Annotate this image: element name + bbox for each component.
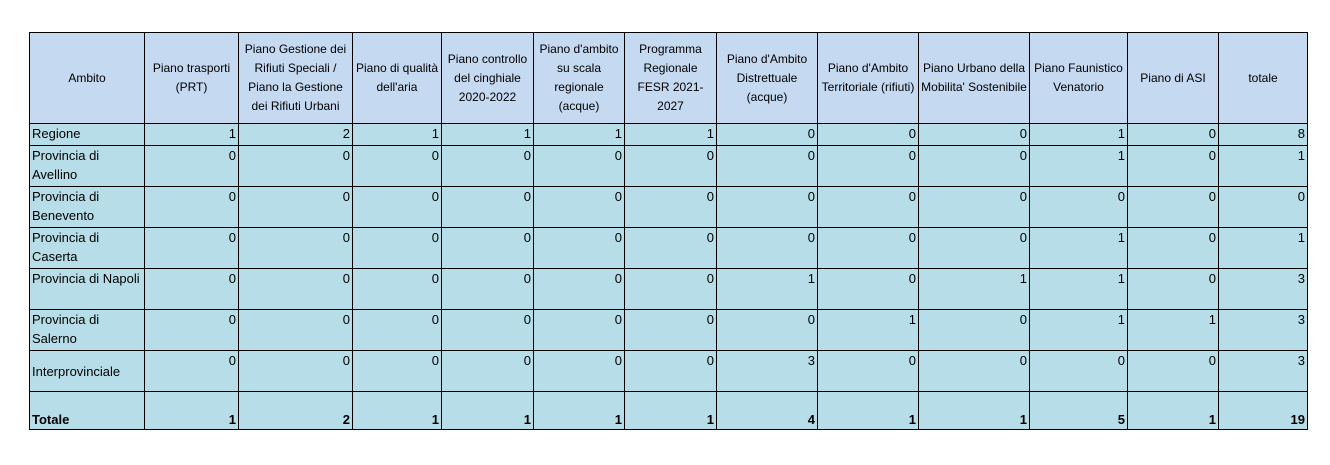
cell: 0 [919, 310, 1030, 351]
row-label: Provincia di Avellino [30, 146, 145, 187]
table-row [30, 269, 1308, 310]
cell: 1 [353, 124, 442, 146]
cell: 1 [717, 269, 818, 310]
cell-total: 0 [1219, 187, 1308, 228]
cell: 0 [145, 351, 239, 392]
row-label: Provincia di Benevento [30, 187, 145, 228]
header-asi: Piano di ASI [1128, 33, 1219, 124]
cell: 0 [717, 228, 818, 269]
cell: 0 [717, 124, 818, 146]
cell: 0 [353, 351, 442, 392]
cell: 0 [353, 228, 442, 269]
header-cinghiale: Piano controllo del cinghiale 2020-2022 [442, 33, 534, 124]
cell: 0 [1128, 269, 1219, 310]
cell: 0 [534, 310, 625, 351]
header-fesr: Programma Regionale FESR 2021-2027 [625, 33, 717, 124]
cell-total: 3 [1219, 351, 1308, 392]
header-row [30, 33, 1308, 124]
cell: 0 [534, 269, 625, 310]
cell: 0 [534, 228, 625, 269]
grand-total-cell: 19 [1219, 392, 1308, 430]
cell: 0 [145, 228, 239, 269]
header-ambito-regionale: Piano d'ambito su scala regionale (acque) [534, 33, 625, 124]
cell: 0 [625, 228, 717, 269]
cell: 0 [818, 269, 919, 310]
cell: 0 [353, 310, 442, 351]
cell: 0 [353, 146, 442, 187]
cell-total: 1 [1219, 228, 1308, 269]
cell: 0 [919, 187, 1030, 228]
table-row [30, 124, 1308, 146]
cell: 0 [442, 351, 534, 392]
cell: 0 [145, 187, 239, 228]
cell: 0 [239, 310, 353, 351]
row-label: Interprovinciale [30, 351, 145, 392]
cell: 1 [818, 310, 919, 351]
cell: 0 [818, 124, 919, 146]
cell-total: 3 [1219, 269, 1308, 310]
cell: 0 [1030, 351, 1128, 392]
total-cell: 1 [353, 392, 442, 430]
header-totale: totale [1219, 33, 1308, 124]
cell: 0 [1128, 187, 1219, 228]
cell: 0 [534, 187, 625, 228]
total-cell: 1 [145, 392, 239, 430]
total-cell: 1 [1128, 392, 1219, 430]
header-prt: Piano trasporti (PRT) [145, 33, 239, 124]
cell: 0 [1030, 187, 1128, 228]
cell: 0 [818, 187, 919, 228]
cell: 1 [1030, 146, 1128, 187]
cell: 0 [818, 146, 919, 187]
cell: 0 [534, 351, 625, 392]
row-label: Provincia di Salerno [30, 310, 145, 351]
cell: 0 [818, 351, 919, 392]
cell: 1 [625, 124, 717, 146]
cell: 0 [442, 146, 534, 187]
total-cell: 1 [442, 392, 534, 430]
cell: 0 [717, 310, 818, 351]
cell: 0 [625, 187, 717, 228]
total-cell: 5 [1030, 392, 1128, 430]
table-row [30, 228, 1308, 269]
table-row [30, 351, 1308, 392]
cell: 1 [1030, 124, 1128, 146]
cell: 0 [919, 351, 1030, 392]
cell: 0 [534, 146, 625, 187]
cell: 0 [625, 269, 717, 310]
cell: 0 [353, 187, 442, 228]
cell: 0 [239, 187, 353, 228]
cell: 0 [442, 269, 534, 310]
total-cell: 1 [625, 392, 717, 430]
cell: 1 [145, 124, 239, 146]
row-label: Regione [30, 124, 145, 146]
cell: 0 [442, 310, 534, 351]
cell-total: 3 [1219, 310, 1308, 351]
header-mobilita: Piano Urbano della Mobilita' Sostenibile [919, 33, 1030, 124]
cell: 1 [1030, 269, 1128, 310]
table-container [29, 32, 1308, 430]
cell: 0 [442, 228, 534, 269]
cell: 1 [919, 269, 1030, 310]
header-rifiuti: Piano Gestione dei Rifiuti Speciali / Piano la Gestione dei Rifiuti Urbani [239, 33, 353, 124]
cell-total: 8 [1219, 124, 1308, 146]
cell: 0 [625, 146, 717, 187]
cell: 0 [625, 310, 717, 351]
cell: 0 [919, 124, 1030, 146]
row-label: Provincia di Napoli [30, 269, 145, 310]
cell: 2 [239, 124, 353, 146]
total-row [30, 392, 1308, 430]
cell: 3 [717, 351, 818, 392]
cell: 0 [1128, 146, 1219, 187]
cell: 1 [534, 124, 625, 146]
total-cell: 1 [534, 392, 625, 430]
table-row [30, 146, 1308, 187]
cell: 0 [239, 351, 353, 392]
header-aria: Piano di qualità dell'aria [353, 33, 442, 124]
cell: 0 [717, 146, 818, 187]
header-ambito-distrettuale: Piano d'Ambito Distrettuale (acque) [717, 33, 818, 124]
cell: 0 [145, 146, 239, 187]
total-cell: 4 [717, 392, 818, 430]
row-label: Provincia di Caserta [30, 228, 145, 269]
header-faunistico: Piano Faunistico Venatorio [1030, 33, 1128, 124]
cell: 0 [919, 228, 1030, 269]
cell: 0 [239, 269, 353, 310]
cell: 0 [1128, 124, 1219, 146]
cell: 0 [353, 269, 442, 310]
cell: 0 [1128, 228, 1219, 269]
cell: 0 [442, 187, 534, 228]
plans-table [29, 32, 1308, 430]
cell: 0 [717, 187, 818, 228]
total-cell: 2 [239, 392, 353, 430]
header-ambito-territoriale: Piano d'Ambito Territoriale (rifiuti) [818, 33, 919, 124]
cell: 0 [1128, 351, 1219, 392]
header-ambito: Ambito [30, 33, 145, 124]
cell: 0 [145, 310, 239, 351]
total-cell: 1 [818, 392, 919, 430]
total-cell: 1 [919, 392, 1030, 430]
cell: 1 [1030, 310, 1128, 351]
cell: 0 [919, 146, 1030, 187]
cell: 1 [442, 124, 534, 146]
cell: 0 [818, 228, 919, 269]
cell: 0 [145, 269, 239, 310]
cell: 1 [1030, 228, 1128, 269]
table-row [30, 187, 1308, 228]
total-label: Totale [30, 392, 145, 430]
cell-total: 1 [1219, 146, 1308, 187]
cell: 0 [625, 351, 717, 392]
cell: 0 [239, 146, 353, 187]
cell: 1 [1128, 310, 1219, 351]
table-row [30, 310, 1308, 351]
cell: 0 [239, 228, 353, 269]
